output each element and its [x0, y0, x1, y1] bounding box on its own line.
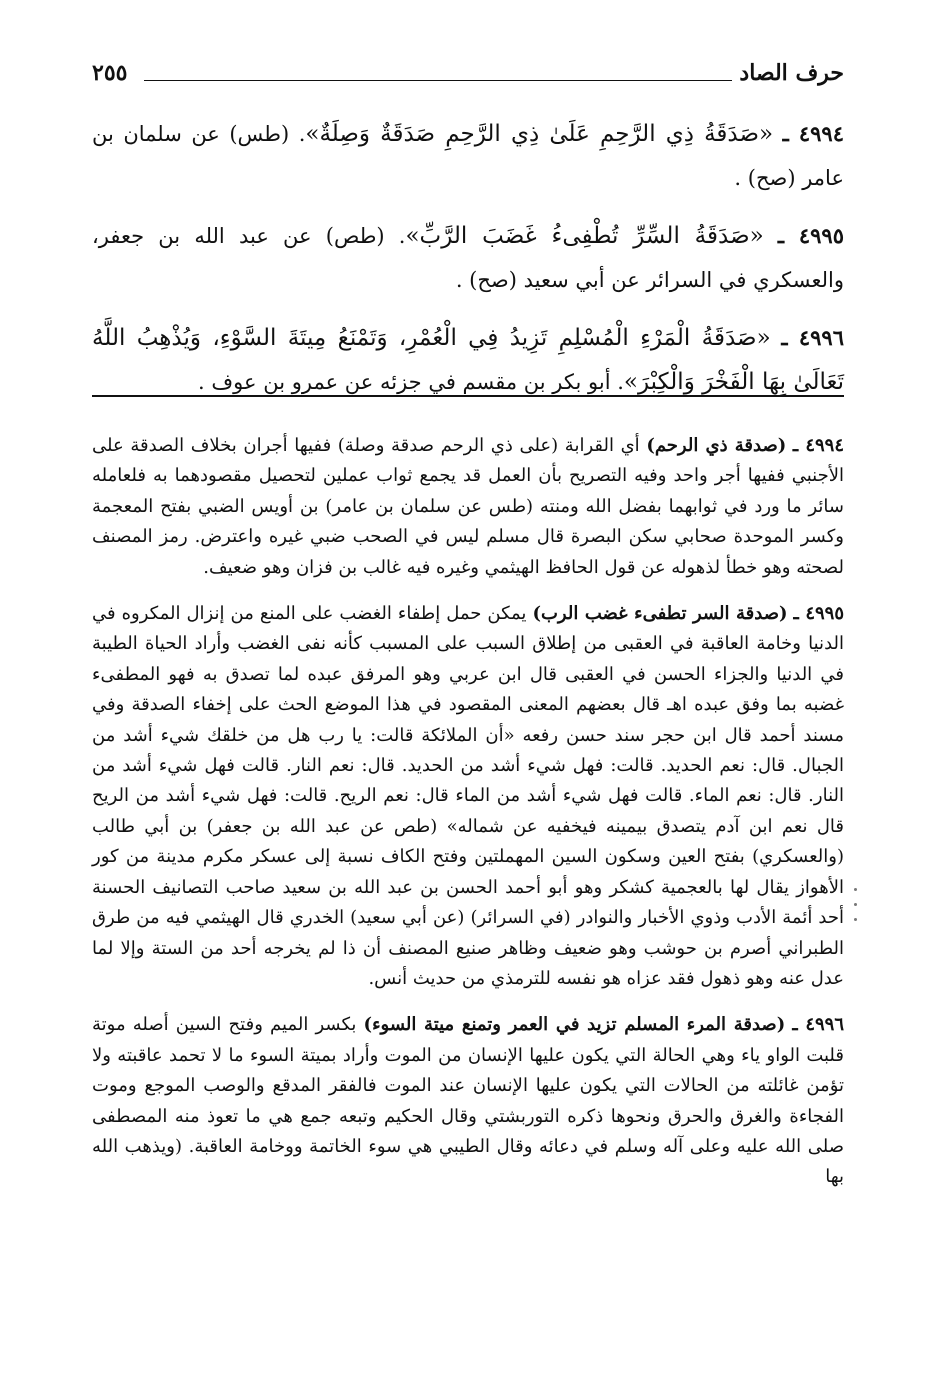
commentary-number: ٤٩٩٥ ـ — [793, 603, 844, 625]
margin-dot — [854, 918, 857, 921]
hadith-entry — [92, 316, 844, 404]
hadith-number: ٤٩٩٦ ـ — [781, 325, 844, 350]
commentary-lemma: (صدقة السر تطفىء غضب الرب) — [532, 603, 788, 625]
commentary-entry — [92, 1010, 844, 1192]
margin-dot — [854, 903, 857, 906]
hadith-text: «صَدَقَةُ السِّرِّ تُطْفِىءُ غَضَبَ الرَّبِّ» — [405, 223, 764, 249]
page-header — [92, 56, 844, 90]
hadith-entry — [92, 112, 844, 200]
hadith-entry — [92, 214, 844, 302]
commentary-lemma: (صدقة ذي الرحم) — [646, 435, 787, 456]
commentary-number: ٤٩٩٤ ـ — [792, 435, 845, 456]
hadith-text: «صَدَقَةُ ذِي الرَّحِمِ عَلَىٰ ذِي الرَّحِمِ صَدَقَةٌ وَصِلَةٌ» — [305, 121, 774, 147]
hadith-source: . (طس) عن سلمان بن عامر (صح) . — [92, 122, 844, 190]
header-rule — [144, 80, 732, 81]
commentary-lemma: (صدقة المرء المسلم تزيد في العمر وتمنع ميتة السوء) — [363, 1014, 786, 1036]
commentary-text: بكسر الميم وفتح السين أصله موتة قلبت الواو ياء وهي الحالة التي يكون عليها الإنسان من الموت وأراد بميتة السوء ما لا تحمد عاقبته ولا تؤمن غائلته من الحالات التي يكون عليها الإنسان عند الموت فالفقر المدقع والوصب الموجع وموت الفجاءة والغرق والحرق ونحوها ذكره التوربشتي وقال الحكيم وتبعه جمع هي ما تعوذ منه المصطفى صلى الله عليه وعلى آله وسلم في دعائه وقال الطيبي هي سوء الخاتمة ووخامة العاقبة. (ويذهب الله بها — [92, 1014, 844, 1188]
commentary-number: ٤٩٩٦ ـ — [792, 1014, 844, 1036]
hadith-source: . أبو بكر بن مقسم في جزئه عن عمرو بن عوف . — [198, 370, 624, 394]
hadith-section — [92, 112, 844, 418]
commentary-section — [92, 431, 844, 1209]
commentary-text: يمكن حمل إطفاء الغضب على المنع من إنزال المكروه في الدنيا وخامة العاقبة في العقبى من إطلاق السبب على المسبب كأنه نفى الغضب وأراد الحياة الطيبة في الدنيا والجزاء الحسن في العقبى قال ابن عربي وهو المرفق عبده لما تصدق به فهو المطفىء غضبه بما وفق عبده اهـ قال بعضهم المعنى المقصود في هذا الموضع الحث على إخفاء الصدقة وفي مسند أحمد قال ابن حجر سند حسن رفعه «أن الملائكة قالت: يا رب هل من خلقك شيء أشد من الجبال. قال: نعم الحديد. قالت: فهل شيء أشد من الحديد. قال: نعم النار. قالت فهل شيء أشد من النار. قال: نعم الماء. قالت فهل شيء أشد من الماء قال: نعم الريح. قالت: فهل شيء أشد من الريح قال نعم ابن آدم يتصدق بيمينه فيخفيه عن شماله» (طص عن عبد الله بن جعفر) بن أبي طالب (والعسكري) بفتح العين وسكون السين المهملتين وفتح الكاف نسبة إلى عسكر مكرم مدينة من كور الأهواز يقال لها بالعجمية كشكر وهو أبو أحمد الحسن بن عبد الله بن سعيد صاحب التصانيف الحسنة أحد أئمة الأدب وذوي الأخبار والنوادر (في السرائر) (عن أبي سعيد) الخدري قال الهيثمي فيه من طرق الطبراني أصرم بن حوشب وهو ضعيف وظاهر صنيع المصنف أن ذا لم يخرجه أحد من الستة وإلا لما عدل عنه وهو ذهول فقد عزاه هو نفسه للترمذي من حديث أنس. — [92, 603, 844, 989]
hadith-source: . (طص) عن عبد الله بن جعفر، والعسكري في السرائر عن أبي سعيد (صح) . — [92, 224, 844, 292]
margin-marks — [852, 888, 860, 938]
hadith-number: ٤٩٩٤ ـ — [782, 121, 844, 146]
chapter-title: حرف الصاد — [739, 60, 844, 86]
section-divider — [92, 395, 844, 397]
hadith-text: «صَدَقَةُ الْمَرْءِ الْمُسْلِمِ تَزِيدُ فِي الْعُمْرِ، وَتَمْنَعُ مِيتَةَ السَّوْءِ، وَيُذْهِبُ اللَّهُ تَعَالَىٰ بِهَا الْفَخْرَ وَالْكِبْرَ» — [92, 325, 844, 395]
page-number: ٢٥٥ — [92, 60, 128, 86]
commentary-text: أي القرابة (على ذي الرحم صدقة وصلة) ففيها أجران بخلاف الصدقة على الأجنبي ففيها أجر واحد وفيه التصريح بأن العمل قد يجمع ثواب عملين لتحصيل مقصودهما به فلعامله سائر ما ورد في ثوابهما بفضل الله ومنته (طس عن سلمان بن عامر) بن أويس الضبي بفتح المعجمة وكسر الموحدة صحابي سكن البصرة قال مسلم ليس في الصحب ضبي غيره واعترض. رمز المصنف لصحته وهو خطأ لذهوله عن قول الحافظ الهيثمي وغيره فيه غالب بن فزان وهو ضعيف. — [92, 435, 844, 578]
hadith-number: ٤٩٩٥ ـ — [777, 223, 844, 248]
commentary-entry — [92, 431, 844, 583]
margin-dot — [854, 888, 857, 891]
commentary-entry — [92, 599, 844, 994]
